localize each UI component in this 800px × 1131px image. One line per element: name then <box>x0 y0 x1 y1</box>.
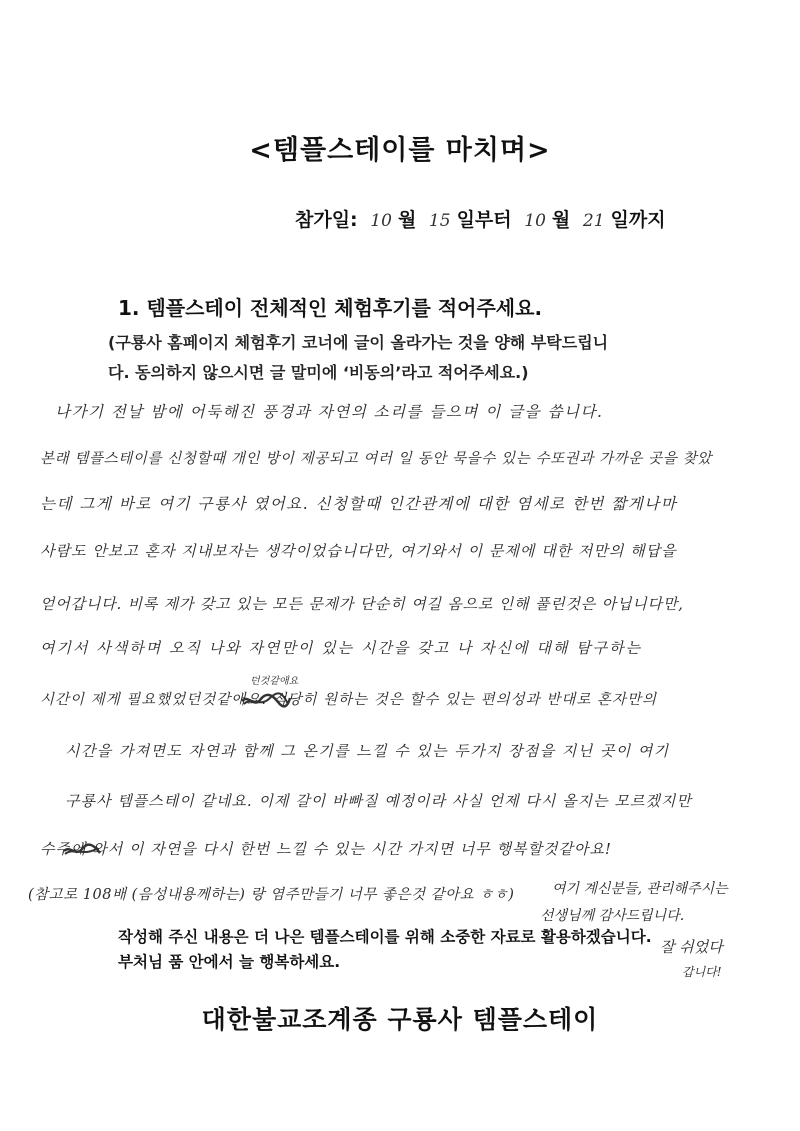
end-day: 21 <box>582 211 605 231</box>
end-month: 10 <box>524 211 546 231</box>
organization-name: 대한불교조계종 구룡사 템플스테이 <box>201 1005 599 1034</box>
side-note-line: 선생님께 감사드립니다. <box>540 908 685 924</box>
month-unit: 월 <box>551 209 571 231</box>
answer-line: (참고로 108배 (음성내용께하는) 랑 염주만들기 너무 좋은것 같아요 ㅎㅎ) <box>28 887 515 903</box>
participation-period <box>295 205 666 232</box>
signoff-line: 잘 쉬었다 <box>660 938 723 956</box>
footer-note-line: 작성해 주신 내용은 더 나은 템플스테이를 위해 소중한 자료로 활용하겠습니다. <box>118 928 652 946</box>
answer-line: 나가기 전날 밤에 어둑해진 풍경과 자연의 소리를 들으며 이 글을 씁니다. <box>55 403 604 421</box>
answer-line: 시간이 제게 필요했었던것같애요. 적당히 원하는 것은 할수 있는 편의성과 반대로 혼자만의 <box>40 692 657 708</box>
answer-line: 여기서 사색하며 오직 나와 자연만이 있는 시간을 갖고 나 자신에 대해 탐구하는 <box>40 639 643 657</box>
answer-line: 얻어갑니다. 비록 제가 갖고 있는 모든 문제가 단순히 여길 옴으로 인해 풀린것은 아닙니다만, <box>40 595 684 613</box>
start-day: 15 <box>428 211 451 231</box>
page-title: <템플스테이를 마치며> <box>249 135 551 166</box>
month-unit: 월 <box>397 209 417 231</box>
answer-line: 사람도 안보고 혼자 지내보자는 생각이었습니다만, 여기와서 이 문제에 대한 저만의 해답을 <box>40 542 677 560</box>
signoff-line: 갑니다! <box>682 965 722 979</box>
scribble-mark <box>62 843 102 859</box>
answer-line: 수주에 와서 이 자연을 다시 한번 느낄 수 있는 시간 가지면 너무 행복할것같아요! <box>40 840 612 858</box>
question-heading: 1. 템플스테이 전체적인 체험후기를 적어주세요. <box>118 296 543 320</box>
answer-line: 시간을 가져면도 자연과 함께 그 온기를 느낄 수 있는 두가지 장점을 지닌 곳이 여기 <box>65 742 670 760</box>
answer-line: 구룡사 템플스테이 같네요. 이제 갈이 바빠질 예정이라 사실 언제 다시 올지는 모르겠지만 <box>65 792 692 810</box>
inserted-text: 던것같애요 <box>250 676 299 687</box>
answer-line: 본래 템플스테이를 신청할때 개인 방이 제공되고 여러 일 동안 묵을수 있는 수또권과 가까운 곳을 찾았 <box>40 451 712 467</box>
question-note-line: 다. 동의하지 않으시면 글 말미에 ‘비동의’라고 적어주세요.) <box>108 363 529 382</box>
to-suffix: 일까지 <box>610 209 666 231</box>
footer-note-line: 부처님 품 안에서 늘 행복하세요. <box>118 953 341 971</box>
side-note-line: 여기 계신분들, 관리해주시는 <box>552 881 728 897</box>
period-label: 참가일: <box>295 209 358 231</box>
answer-line: 는데 그게 바로 여기 구룡사 였어요. 신청할때 인간관계에 대한 염세로 한번 짧게나마 <box>40 495 678 513</box>
from-suffix: 일부터 <box>456 209 512 231</box>
scribble-mark <box>240 692 292 710</box>
question-note-line: (구룡사 홈페이지 체험후기 코너에 글이 올라가는 것을 양해 부탁드립니 <box>108 333 609 352</box>
start-month: 10 <box>370 211 392 231</box>
